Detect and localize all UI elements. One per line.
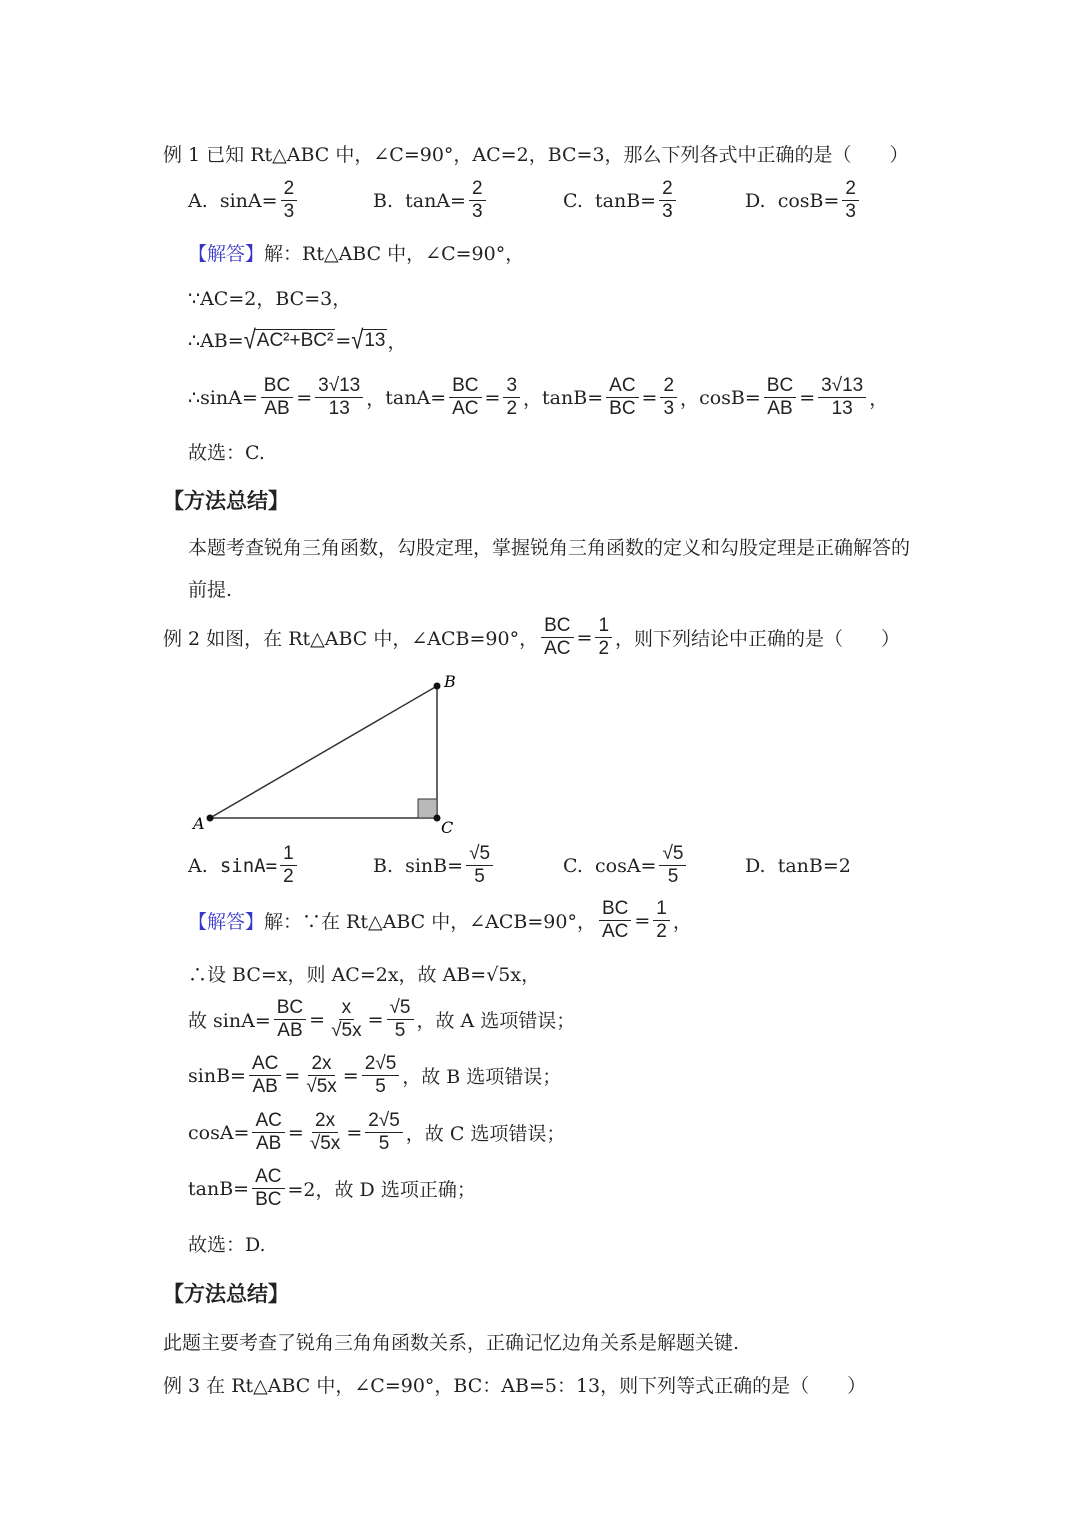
denominator: 2 <box>656 921 667 942</box>
denominator: 5 <box>378 1133 390 1154</box>
denominator: AC <box>452 398 479 419</box>
fraction <box>249 1053 281 1098</box>
denominator: √5x <box>309 1133 341 1154</box>
sqrt-expression: √ AC²+BC² <box>243 324 334 355</box>
numerator: x <box>339 997 355 1020</box>
fraction <box>503 375 520 420</box>
option-func: cosA= <box>595 854 657 877</box>
denominator: 2 <box>598 638 610 659</box>
denominator: 3 <box>662 201 673 222</box>
numerator: 2 <box>469 178 486 201</box>
suffix: ，故 C 选项错误； <box>405 1123 566 1145</box>
suffix: ， <box>387 331 407 353</box>
numerator: AC <box>252 1166 284 1189</box>
example1-option-d <box>745 178 862 223</box>
label-a: A <box>193 814 205 833</box>
label-c: C <box>441 818 454 837</box>
solution-text: 解：∵在 Rt△ABC 中，∠ACB=90°， <box>264 911 596 933</box>
denominator: AB <box>277 1020 303 1041</box>
option-text: tanB=2 <box>777 855 851 877</box>
option-label: B. <box>373 854 394 877</box>
denominator: 3 <box>471 201 483 222</box>
radicand: 13 <box>364 330 386 351</box>
triangle-figure <box>185 665 475 840</box>
numerator: 3√13 <box>818 375 866 398</box>
option-label: C. <box>563 189 583 212</box>
numerator: 2 <box>281 178 298 201</box>
fraction <box>541 615 573 660</box>
denominator: BC <box>609 398 636 419</box>
example1-method-title: 【方法总结】 <box>163 489 289 513</box>
fraction <box>274 997 306 1042</box>
fraction <box>469 178 486 223</box>
numerator: BC <box>274 997 306 1020</box>
fraction <box>595 615 612 660</box>
numerator: 2x <box>312 1110 338 1133</box>
fraction <box>818 375 866 420</box>
example3-question: 例 3 在 Rt△ABC 中，∠C=90°，BC：AB=5：13，则下列等式正确的是（ ） <box>163 1375 867 1397</box>
numerator: BC <box>449 375 481 398</box>
sqrt-result: √ 13 <box>351 324 386 355</box>
numerator: 2x <box>308 1053 334 1076</box>
prefix: tanB= <box>188 1177 250 1200</box>
fraction <box>842 178 859 223</box>
fraction <box>449 375 481 420</box>
example1-method-text: 本题考查锐角三角函数，勾股定理，掌握锐角三角函数的定义和勾股定理是正确解答的前提. <box>188 537 911 601</box>
example1-solution-line4: ∴sinA= $\frac{BC}{AB}$ = $\frac{3√13}{13}$ ， tanA= $\frac{BC}{AC}$ = $\frac{3}{2}$ ， tanB= $\frac{AC}{BC}$ = $\frac{2}{3}$ ， cosB= $\frac{BC}{AB}$ = $\frac{3√13}{13}$ ， <box>188 375 889 419</box>
fraction <box>252 1166 284 1211</box>
fraction <box>599 898 631 943</box>
numerator: 2 <box>660 375 677 398</box>
sin-prefix: ∴sinA= <box>188 386 258 409</box>
fraction <box>660 375 677 420</box>
fraction <box>307 1110 344 1155</box>
denominator: √5x <box>306 1076 337 1097</box>
question-text: 例 2 如图，在 Rt△ABC 中，∠ACB=90°， <box>163 628 539 650</box>
side-ab <box>210 686 437 818</box>
fraction <box>362 1053 400 1098</box>
equals: = <box>335 329 352 352</box>
example2-option-d <box>745 855 851 877</box>
denominator: AB <box>767 398 793 419</box>
option-label: D. <box>745 189 766 212</box>
numerator: 2√5 <box>365 1110 403 1133</box>
fraction <box>261 375 293 420</box>
solution-tag: 【解答】 <box>188 243 265 265</box>
option-label: A. <box>188 189 208 212</box>
example2-option-c <box>563 843 689 888</box>
example2-sina-line: 故 sinA= $\frac{BC}{AB}$ = $\frac{x}{√5x}$ = $\frac{√5}{5}$ ，故 A 选项错误； <box>188 997 576 1041</box>
option-func: sinA= <box>219 854 278 877</box>
option-func: tanB= <box>595 189 657 212</box>
tana-prefix: tanA= <box>385 386 447 409</box>
option-func: tanA= <box>405 189 466 212</box>
numerator: 1 <box>653 898 670 921</box>
fraction <box>659 178 676 223</box>
example1-option-a <box>188 178 300 223</box>
denominator: 5 <box>394 1020 406 1041</box>
fraction <box>252 1110 284 1155</box>
denominator: AC <box>601 921 629 942</box>
option-label: A. <box>188 854 208 877</box>
cosb-prefix: cosB= <box>699 386 761 409</box>
denominator: 2 <box>506 398 518 419</box>
denominator: 13 <box>328 398 350 419</box>
denominator: 5 <box>375 1076 386 1097</box>
option-func: cosB= <box>777 189 840 212</box>
denominator: 5 <box>667 866 679 887</box>
fraction <box>387 997 414 1042</box>
example2-sinb-line: sinB= $\frac{AC}{AB}$ = $\frac{2x}{√5x}$ = $\frac{2√5}{5}$ ，故 B 选项错误； <box>188 1053 562 1097</box>
prefix: cosA= <box>188 1121 250 1144</box>
point-c <box>434 815 441 822</box>
example1-question: 例 1 已知 Rt△ABC 中，∠C=90°，AC=2，BC=3，那么下列各式中正确的是（ ） <box>163 144 909 166</box>
fraction <box>365 1110 403 1155</box>
option-label: C. <box>563 854 583 877</box>
fraction <box>764 375 796 420</box>
option-label: D. <box>745 855 766 877</box>
numerator: 3√13 <box>315 375 363 398</box>
denominator: 3 <box>283 201 295 222</box>
denominator: 3 <box>663 398 675 419</box>
option-label: B. <box>373 189 394 212</box>
ab-prefix: ∴AB= <box>188 329 244 352</box>
point-a <box>207 815 214 822</box>
fraction <box>280 843 297 888</box>
suffix: ，故 B 选项错误； <box>402 1066 562 1088</box>
example2-solution-line1: 【解答】 解：∵在 Rt△ABC 中，∠ACB=90°， $\frac{BC}{AC}$ = $\frac{1}{2}$ ， <box>188 898 692 942</box>
equals: = <box>576 626 593 649</box>
denominator: 13 <box>831 398 853 419</box>
example2-option-b <box>373 843 496 888</box>
suffix: ，故 A 选项错误； <box>416 1010 576 1032</box>
radicand: AC²+BC² <box>256 330 334 351</box>
prefix: 故 sinA= <box>188 1010 271 1032</box>
fraction <box>653 898 670 943</box>
label-b: B <box>444 672 456 691</box>
denominator: AB <box>256 1133 282 1154</box>
example2-answer: 故选：D. <box>188 1234 266 1256</box>
example2-method-title: 【方法总结】 <box>163 1282 289 1306</box>
numerator: 1 <box>595 615 612 638</box>
numerator: √5 <box>387 997 414 1020</box>
fraction <box>315 375 363 420</box>
example1-answer: 故选：C. <box>188 442 265 464</box>
numerator: 1 <box>280 843 297 866</box>
numerator: AC <box>249 1053 281 1076</box>
numerator: 2 <box>659 178 676 201</box>
tanb-prefix: tanB= <box>542 386 604 409</box>
example2-option-a <box>188 843 300 888</box>
numerator: 2√5 <box>362 1053 400 1076</box>
prefix: sinB= <box>188 1064 246 1087</box>
example1-option-b <box>373 178 489 223</box>
numerator: 2 <box>842 178 859 201</box>
denominator: 3 <box>845 201 856 222</box>
numerator: AC <box>606 375 638 398</box>
numerator: AC <box>252 1110 284 1133</box>
denominator: √5x <box>331 1020 362 1041</box>
fraction <box>659 843 686 888</box>
denominator: 5 <box>474 866 485 887</box>
example1-option-c <box>563 178 679 223</box>
point-b <box>434 683 441 690</box>
numerator: BC <box>764 375 796 398</box>
solution-tag: 【解答】 <box>188 911 265 933</box>
solution-text: 解：Rt△ABC 中，∠C=90°， <box>264 243 525 265</box>
example2-method-text: 此题主要考查了锐角三角角函数关系，正确记忆边角关系是解题关键. <box>163 1332 740 1354</box>
numerator: 3 <box>503 375 520 398</box>
numerator: BC <box>541 615 573 638</box>
numerator: √5 <box>466 843 493 866</box>
numerator: √5 <box>659 843 686 866</box>
fraction <box>281 178 298 223</box>
option-func: sinB= <box>405 854 464 877</box>
numerator: BC <box>599 898 631 921</box>
denominator: AB <box>264 398 290 419</box>
denominator: 2 <box>283 866 294 887</box>
suffix: =2，故 D 选项正确； <box>287 1179 476 1201</box>
right-angle-mark <box>418 799 437 818</box>
fraction <box>303 1053 340 1098</box>
example1-solution-line2: ∵AC=2，BC=3， <box>188 288 352 310</box>
fraction <box>466 843 493 888</box>
denominator: AC <box>544 638 571 659</box>
example2-solution-line2: ∴设 BC=x，则 AC=2x，故 AB=√5x， <box>188 964 541 986</box>
fraction <box>606 375 638 420</box>
example2-cosa-line: cosA= $\frac{AC}{AB}$ = $\frac{2x}{√5x}$ = $\frac{2√5}{5}$ ，故 C 选项错误； <box>188 1110 566 1154</box>
example2-tanb-line <box>188 1166 476 1211</box>
example2-question <box>163 615 900 660</box>
denominator: AB <box>252 1076 278 1097</box>
option-func: sinA= <box>219 189 278 212</box>
question-text: ，则下列结论中正确的是（ ） <box>615 628 901 650</box>
denominator: BC <box>255 1189 282 1210</box>
fraction <box>328 997 365 1042</box>
example1-solution-line1 <box>188 239 524 266</box>
example1-solution-line3 <box>188 324 407 355</box>
numerator: BC <box>261 375 293 398</box>
